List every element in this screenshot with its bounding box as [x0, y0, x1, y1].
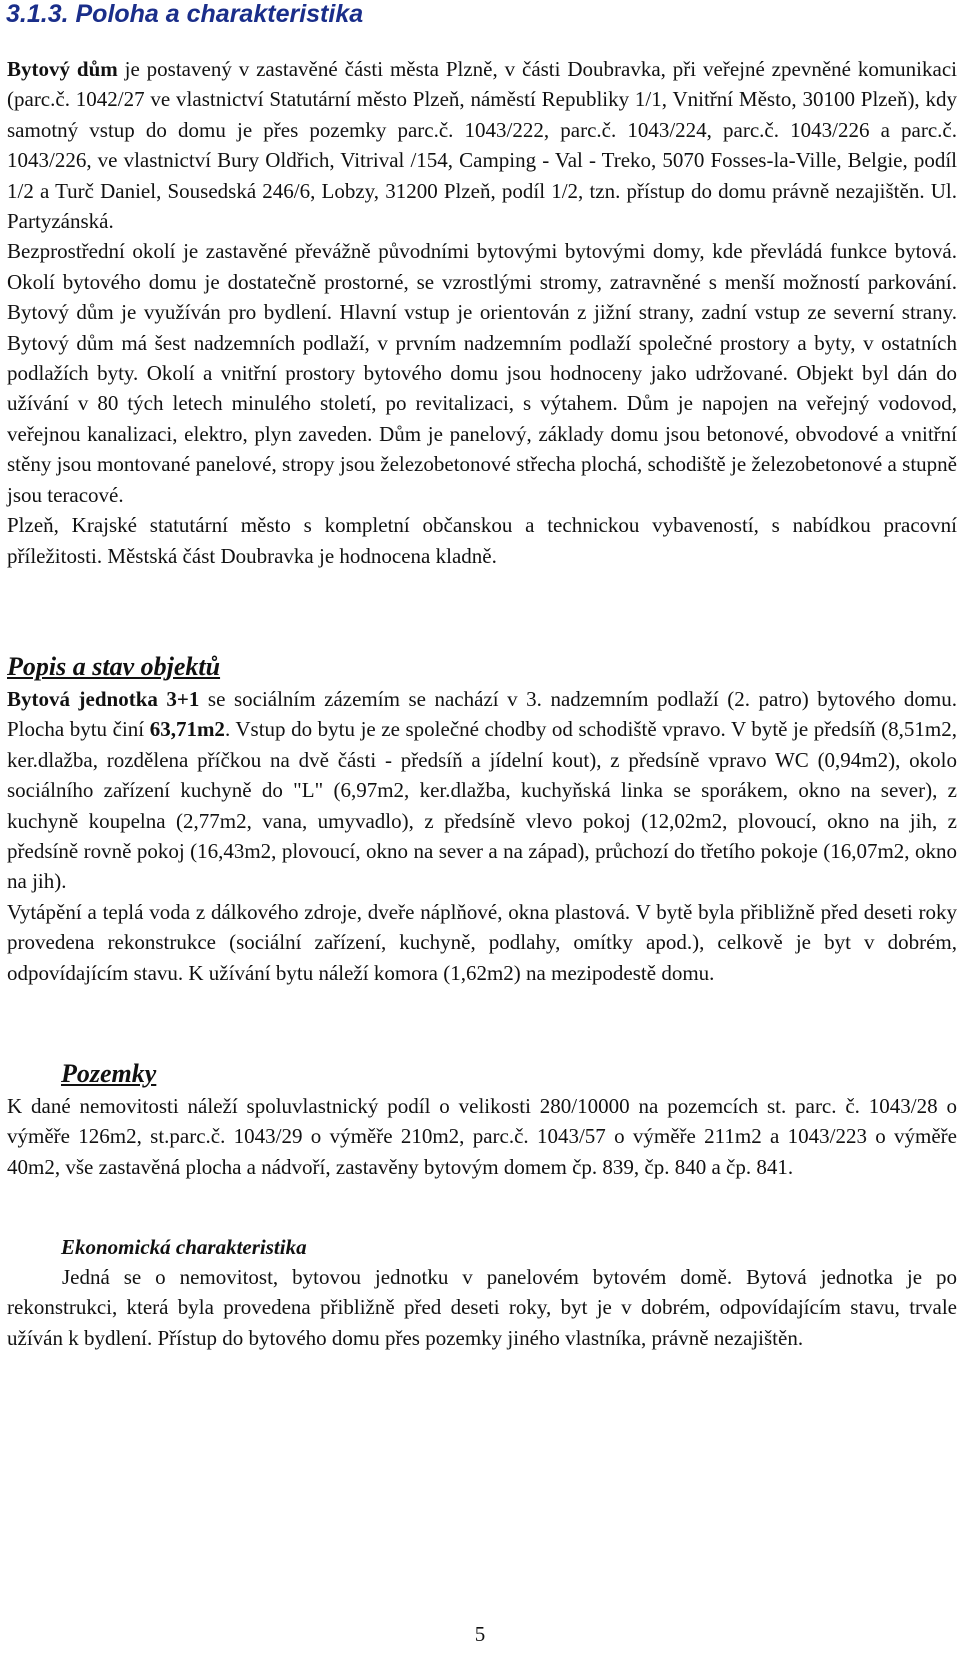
location-section — [7, 54, 957, 571]
popis-paragraph-1 — [7, 684, 957, 897]
pozemky-paragraph: K dané nemovitosti náleží spoluvlastnický podíl o velikosti 280/10000 na pozemcích st. parc. č. 1043/28 o výměře 126m2, st.parc.č. 1043/29 o výměře 210m2, parc.č. 1043/57 o výměře 211m2 a 1043/223 o výměře 40m2, vše zastavěná plocha a nádvoří, zastavěny bytovým domem čp. 839, čp. 840 a čp. 841. — [7, 1094, 957, 1179]
pozemky-heading: Pozemky — [61, 1059, 157, 1088]
location-paragraph-2: Bezprostřední okolí je zastavěné převážně původními bytovými bytovými domy, kde převládá funkce bytová. Okolí bytového domu je dostatečně prostorné, se vzrostlými stromy, zatravněné s menší možností parkování. Bytový dům je využíván pro bydlení. Hlavní vstup je orientován z jižní strany, zadní vstup ze severní strany. Bytový dům má šest nadzemních podlaží, v prvním nadzemním podlaží společné prostory a byty, v ostatních podlažích byty. Okolí a vnitřní prostory bytového domu jsou hodnoceny jako udržované. Objekt byl dán do užívání v 80 tých letech minulého století, po revitalizaci, s výtahem. Dům je napojen na veřejný vodovod, veřejnou kanalizaci, elektro, plyn zaveden. Dům je panelový, základy domu jsou betonové, obvodové a vnitřní stěny jsou montované panelové, stropy jsou železobetonové střecha plochá, schodiště je železobetonové a stupně jsou teracové. — [7, 239, 957, 507]
bold-text: 63,71m2 — [149, 717, 225, 742]
popis-heading: Popis a stav objektů — [7, 652, 221, 681]
popis-paragraph-2: Vytápění a teplá voda z dálkového zdroje, dveře náplňové, okna plastová. V bytě byla přibližně před deseti roky provedena rekonstrukce (sociální zařízení, kuchyně, podlahy, omítky apod.), celkově je byt v dobrém, odpovídajícím stavu. K užívání bytu náleží komora (1,62m2) na mezipodestě domu. — [7, 899, 957, 985]
ekonomicka-heading: Ekonomická charakteristika — [61, 1235, 307, 1259]
ekonomicka-paragraph: Jedná se o nemovitost, bytovou jednotku v panelovém bytovém domě. Bytová jednotka je po rekonstrukci, která byla provedena přibližně před deseti roky, byt je v dobrém, odpovídajícím stavu, trvale užíván k bydlení. Přístup do bytového domu přes pozemky jiného vlastníka, právně nezajištěn. — [7, 1265, 957, 1350]
paragraph-text: je postavený v zastavěné části města Plzně, v části Doubravka, při veřejné zpevněné komunikaci (parc.č. 1042/27 ve vlastnictví Statutární město Plzeň, náměstí Republiky 1/1, Vnitřní Město, 30100 Plzeň), kdy samotný vstup do domu je přes pozemky parc.č. 1043/222, parc.č. 1043/224, parc.č. 1043/226 a parc.č. 1043/226, ve vlastnictví Bury Oldřich, Vitrival /154, Camping - Val - Treko, 5070 Fosses-la-Ville, Belgie, podíl 1/2 a Turč Daniel, Sousedská 246/6, Lobzy, 31200 Plzeň, podíl 1/2, tzn. přístup do domu právně nezajištěn. Ul. Partyzánská. — [7, 57, 957, 234]
popis-section — [7, 650, 957, 988]
ekonomicka-section — [7, 1232, 957, 1353]
bold-text: Bytová jednotka 3+1 — [7, 687, 200, 711]
location-paragraph-3: Plzeň, Krajské statutární město s kompletní občanskou a technickou vybaveností, s nabídkou pracovní příležitosti. Městská část Doubravka je hodnocena kladně. — [7, 513, 957, 568]
location-paragraph-1 — [7, 54, 957, 236]
bold-text: Bytový dům — [7, 57, 118, 81]
section-heading: 3.1.3. Poloha a charakteristika — [6, 0, 364, 28]
paragraph-text: se sociálním zázemím se nachází v 3. nadzemním podlaží (2. patro) bytového domu. Plocha bytu činí — [7, 687, 958, 742]
page-number: 5 — [474, 1622, 486, 1646]
paragraph-text: . Vstup do bytu je ze společné chodby od schodiště vpravo. V bytě je předsíň (8,51m2, ker.dlažba, rozdělena příčkou na dvě části - předsíň a jídelní kout), z předsíně vpravo WC (0,94m2), okolo sociálního zařízení kuchyně do "L" (6,97m2, ker.dlažba, kuchyňská linka se sporákem, okno na sever), z kuchyně koupelna (2,77m2, vana, umyvadlo), z předsíně vlevo pokoj (12,02m2, plovoucí, okno na jih, z předsíně rovně pokoj (16,43m2, plovoucí, okno na sever a na západ), průchozí do třetího pokoje (16,07m2, okno na jih). — [7, 717, 957, 894]
pozemky-section — [7, 1057, 957, 1182]
